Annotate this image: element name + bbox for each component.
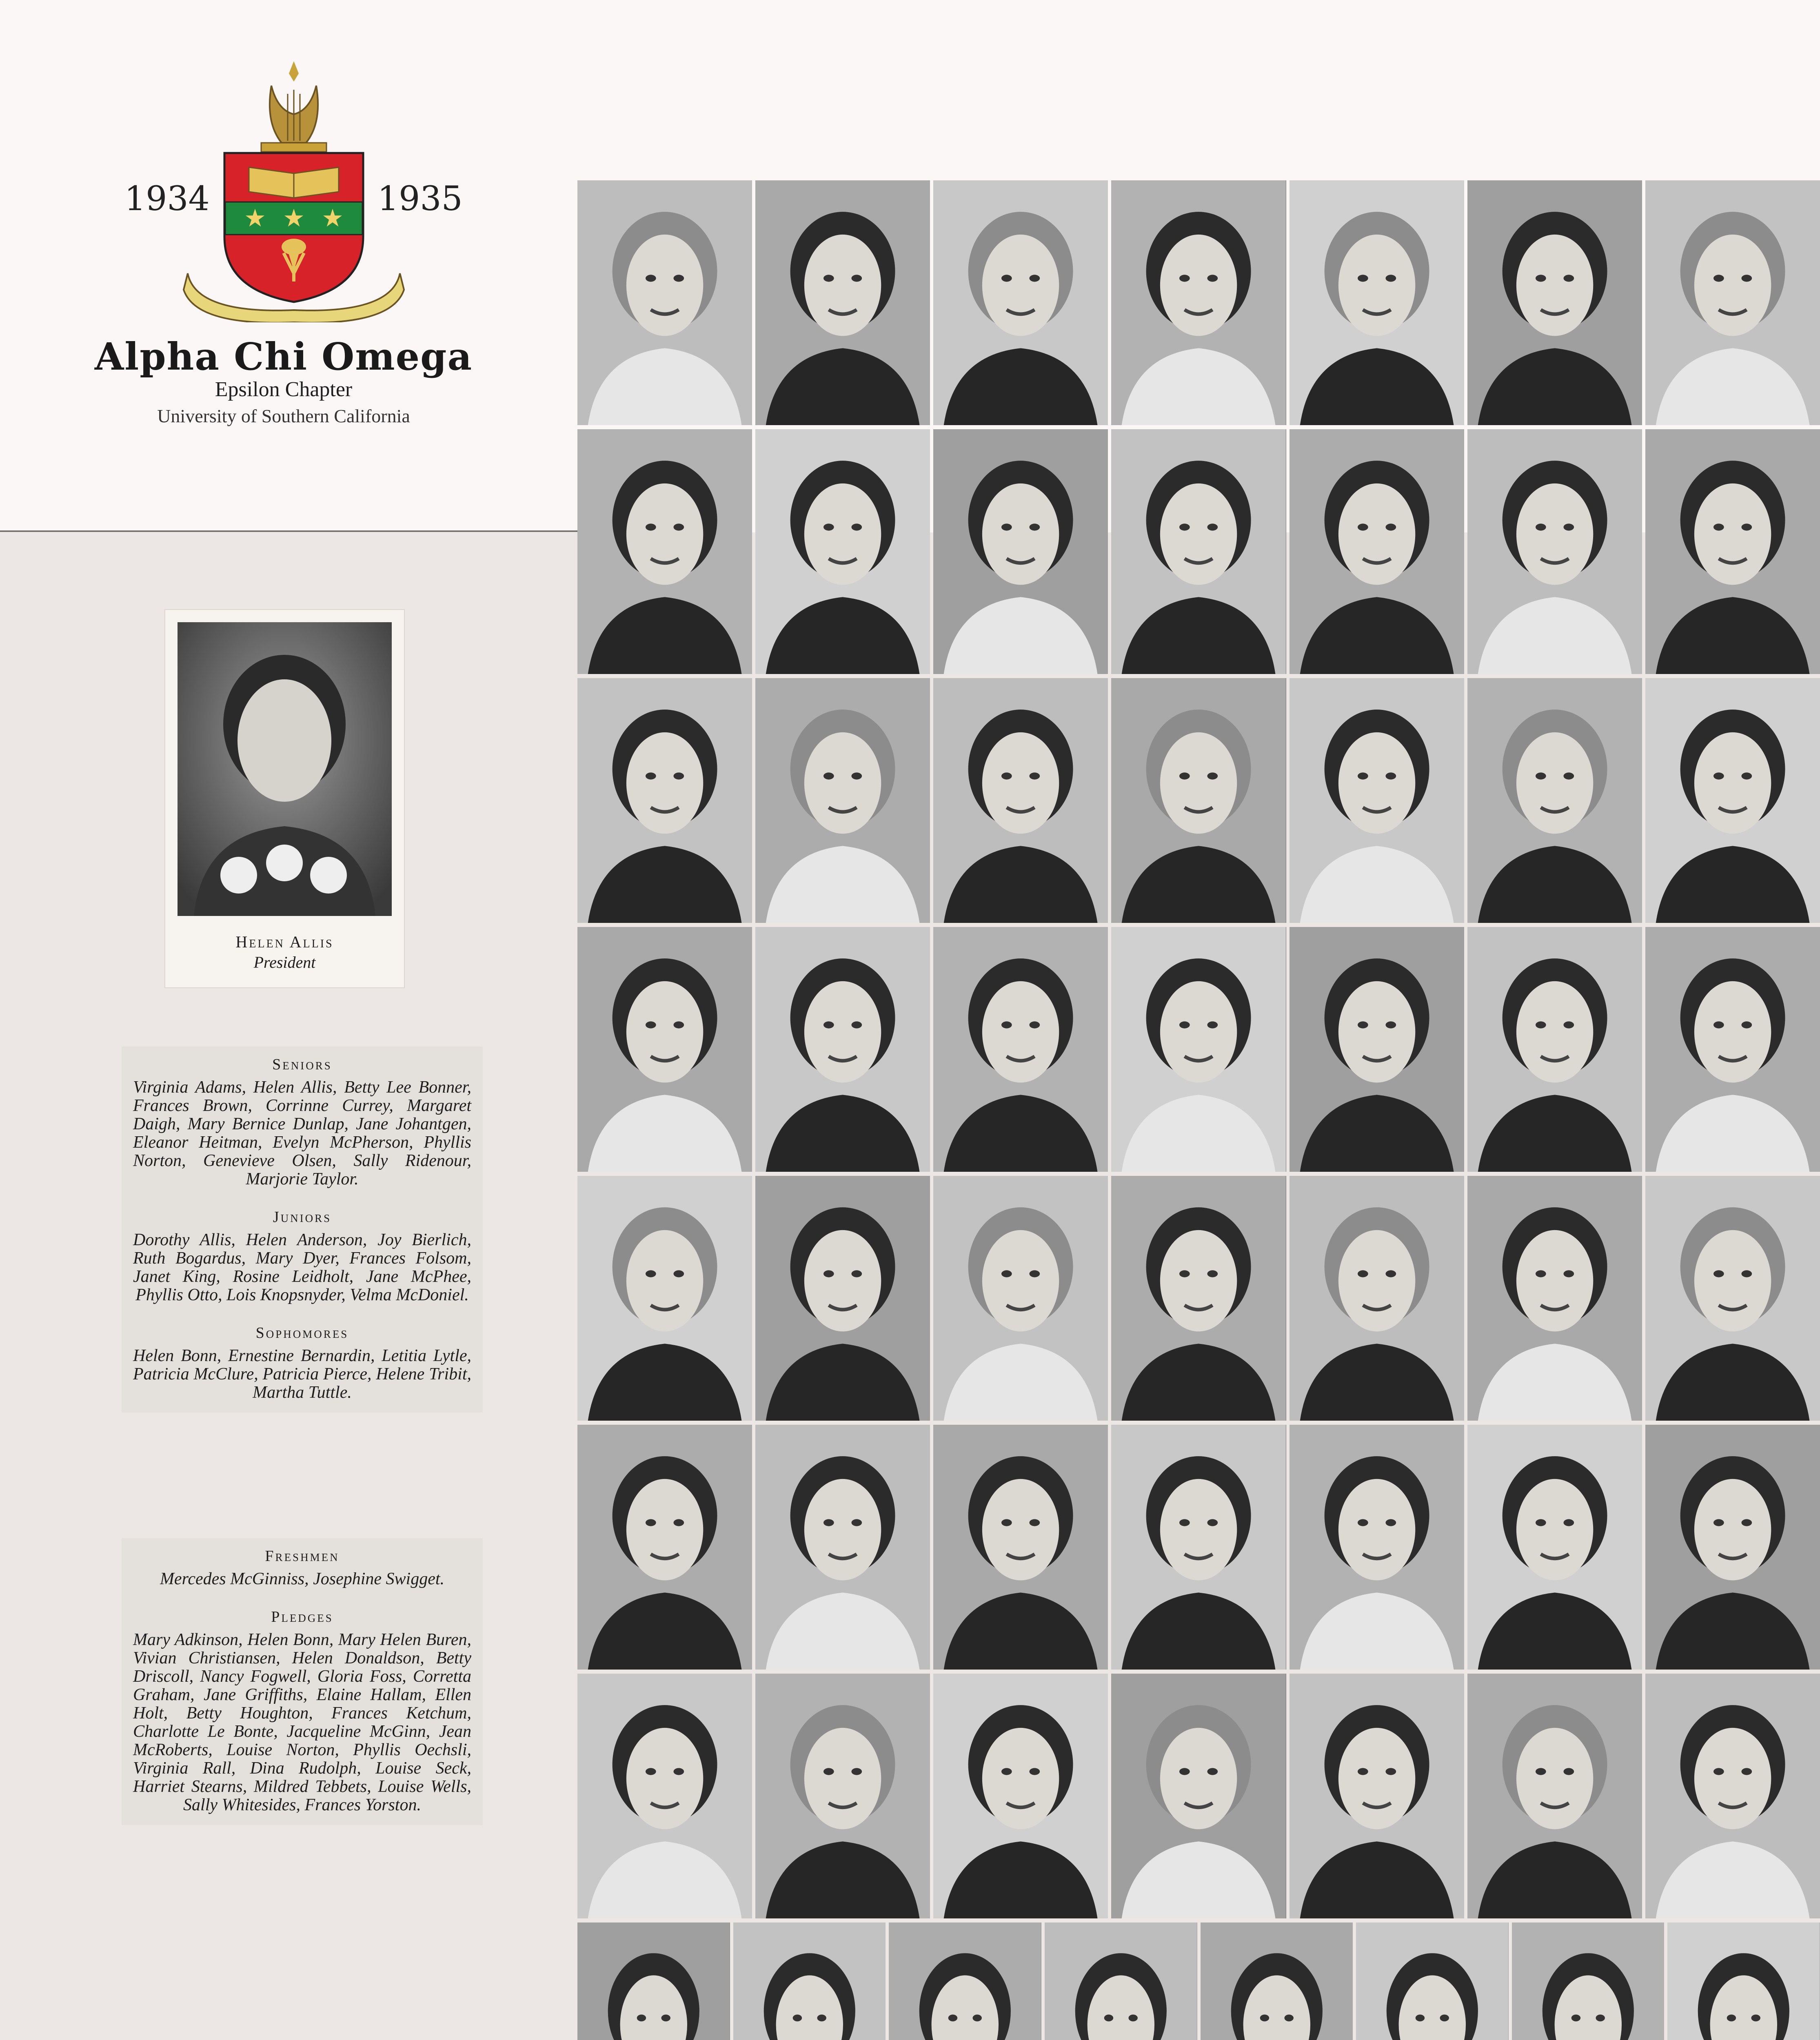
member-portrait: [755, 1425, 930, 1670]
member-portrait: [577, 1176, 752, 1421]
member-portrait: [1645, 927, 1820, 1172]
member-portrait: [1667, 1922, 1820, 2040]
member-portrait: [1201, 1922, 1353, 2040]
list-heading: Sophomores: [255, 1324, 349, 1342]
member-portrait: [1645, 678, 1820, 923]
member-portrait: [933, 429, 1108, 674]
member-portrait: [1111, 1674, 1286, 1918]
sophomores-list: [122, 1315, 483, 1412]
member-portrait: [1645, 429, 1820, 674]
member-portrait: [577, 1922, 730, 2040]
member-portrait: [889, 1922, 1041, 2040]
member-portrait: [1045, 1922, 1197, 2040]
list-names: Mercedes McGinniss, Josephine Swigget.: [160, 1570, 445, 1588]
freshmen-list: [122, 1538, 483, 1599]
member-portrait: [1467, 180, 1642, 425]
member-portrait: [1111, 180, 1286, 425]
member-portrait: [755, 180, 930, 425]
member-portrait: [577, 1425, 752, 1670]
list-names: Dorothy Allis, Helen Anderson, Joy Bierlich, Ruth Bogardus, Mary Dyer, Frances Folsom, Janet King, Rosine Leidholt, Jane McPhee, Phyllis Otto, Lois Knopsnyder, Velma McDoniel.: [133, 1231, 471, 1304]
member-portrait: [755, 429, 930, 674]
member-portrait: [933, 180, 1108, 425]
member-portrait: [933, 1674, 1108, 1918]
president-name: Helen Allis: [235, 933, 334, 951]
member-portrait: [1467, 1176, 1642, 1421]
member-portrait: [577, 180, 752, 425]
list-heading: Juniors: [273, 1208, 332, 1226]
list-heading: Seniors: [272, 1056, 332, 1073]
president-portrait: [178, 622, 392, 916]
member-portrait: [1467, 678, 1642, 923]
juniors-list: [122, 1199, 483, 1315]
member-portrait: [1645, 1176, 1820, 1421]
member-portrait: [577, 429, 752, 674]
member-portrait: [1290, 678, 1464, 923]
class-list-upper: [122, 1047, 483, 1412]
year-start: 1934: [124, 180, 210, 218]
svg-text:★: ★: [244, 205, 266, 232]
member-portrait: [1467, 927, 1642, 1172]
member-portrait: [1111, 1176, 1286, 1421]
member-portrait: [1467, 429, 1642, 674]
member-portrait: [755, 678, 930, 923]
member-portrait: [1467, 1425, 1642, 1670]
member-portrait: [1356, 1922, 1509, 2040]
member-portrait: [1645, 180, 1820, 425]
list-heading: Freshmen: [265, 1548, 340, 1565]
member-portrait: [1645, 1674, 1820, 1918]
president-card: [165, 610, 404, 987]
svg-text:★: ★: [322, 205, 344, 232]
class-list-lower: [122, 1538, 483, 1825]
seniors-list: [122, 1047, 483, 1199]
member-portrait: [1111, 927, 1286, 1172]
member-portrait: [733, 1922, 886, 2040]
member-portrait: [1645, 1425, 1820, 1670]
member-portrait: [1111, 429, 1286, 674]
member-portrait: [1290, 1425, 1464, 1670]
member-portrait: [1512, 1922, 1665, 2040]
header-divider: [0, 530, 577, 532]
member-portrait: [1290, 1674, 1464, 1918]
member-portrait: [577, 678, 752, 923]
member-portrait: [1290, 1176, 1464, 1421]
member-portrait: [933, 678, 1108, 923]
list-names: Mary Adkinson, Helen Bonn, Mary Helen Buren, Vivian Christiansen, Helen Donaldson, Betty Driscoll, Nancy Fogwell, Gloria Foss, Corretta Graham, Jane Griffiths, Elaine Hallam, Ellen Holt, Betty Houghton, Frances Ketchum, Charlotte Le Bonte, Jacqueline McGinn, Jean McRoberts, Louise Norton, Phyllis Oechsli, Virginia Rall, Dina Rudolph, Louise Seck, Harriet Stearns, Mildred Tebbets, Louise Wells, Sally Whitesides, Frances Yorston.: [133, 1630, 471, 1814]
member-portrait: [577, 927, 752, 1172]
list-names: Helen Bonn, Ernestine Bernardin, Letitia Lytle, Patricia McClure, Patricia Pierce, Helene Tribit, Martha Tuttle.: [133, 1346, 471, 1402]
member-portrait: [1111, 678, 1286, 923]
member-portrait: [755, 1674, 930, 1918]
year-end: 1935: [377, 180, 463, 218]
president-role: President: [253, 953, 316, 971]
member-portrait: [1111, 1425, 1286, 1670]
member-portrait: [1290, 927, 1464, 1172]
member-portrait: [577, 1674, 752, 1918]
chapter-subtitle: Epsilon Chapter: [215, 378, 353, 401]
member-portrait: [1467, 1674, 1642, 1918]
chapter-title: Alpha Chi Omega: [94, 335, 473, 379]
member-portrait: [755, 927, 930, 1172]
member-portrait: [755, 1176, 930, 1421]
university-name: University of Southern California: [157, 406, 410, 426]
member-portrait: [1290, 429, 1464, 674]
member-portrait: [933, 927, 1108, 1172]
pledges-list: [122, 1599, 483, 1825]
member-portrait: [1290, 180, 1464, 425]
svg-text:★: ★: [283, 205, 305, 232]
member-portrait: [933, 1176, 1108, 1421]
list-heading: Pledges: [271, 1608, 333, 1625]
list-names: Virginia Adams, Helen Allis, Betty Lee Bonner, Frances Brown, Corrinne Currey, Margaret Daigh, Mary Bernice Dunlap, Jane Johantgen, Eleanor Heitman, Evelyn McPherson, Phyllis Norton, Genevieve Olsen, Sally Ridenour, Marjorie Taylor.: [133, 1078, 471, 1189]
member-portrait: [933, 1425, 1108, 1670]
